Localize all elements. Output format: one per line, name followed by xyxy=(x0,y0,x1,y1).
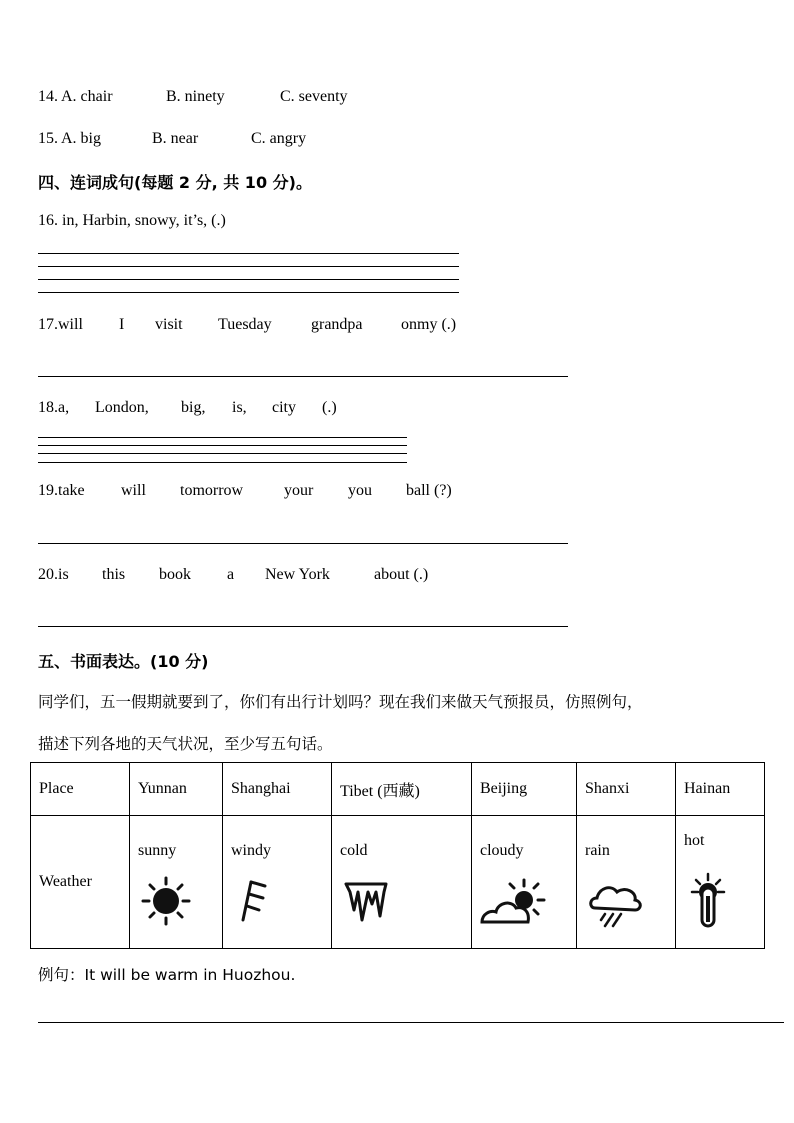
weather-cell xyxy=(332,816,472,949)
section4-title: 四、连词成句(每题 2 分, 共 10 分)。 xyxy=(38,173,312,192)
q19-word: your xyxy=(284,482,314,499)
answer-line xyxy=(38,626,568,627)
q17-word: onmy (.) xyxy=(401,316,457,333)
q19-word: ball (?) xyxy=(406,482,452,499)
q17-words xyxy=(0,316,794,338)
answer-line xyxy=(38,462,407,463)
weather-label: windy xyxy=(231,842,271,859)
q18-words xyxy=(0,399,794,421)
rain-cloud-icon xyxy=(587,878,643,928)
q20-word: this xyxy=(102,566,126,583)
q20-words xyxy=(0,566,794,588)
weather-label: sunny xyxy=(138,842,177,859)
weather-cell xyxy=(577,816,676,949)
q14-number: 14. xyxy=(38,88,58,105)
weather-cell xyxy=(130,816,223,949)
q14-option-b: B. ninety xyxy=(166,88,225,105)
q18-word: big, xyxy=(181,399,206,416)
answer-line xyxy=(38,437,407,438)
q16-prompt: 16. in, Harbin, snowy, it’s, (.) xyxy=(38,212,226,229)
place-cell: Beijing xyxy=(472,763,577,816)
weather-cell xyxy=(223,816,332,949)
weather-table xyxy=(30,762,765,949)
answer-line xyxy=(38,445,407,446)
q17-word: visit xyxy=(155,316,183,333)
q18-word: London, xyxy=(95,399,149,416)
answer-line xyxy=(38,253,459,254)
cloud-sun-icon xyxy=(478,876,546,930)
weather-label: hot xyxy=(684,832,705,849)
weather-label: rain xyxy=(585,842,610,859)
q17-word: Tuesday xyxy=(218,316,272,333)
q15-number: 15. xyxy=(38,130,58,147)
q15-option-c: C. angry xyxy=(251,130,307,147)
q18-word: (.) xyxy=(322,399,337,416)
answer-line xyxy=(38,543,568,544)
section5-title: 五、书面表达。(10 分) xyxy=(38,652,209,671)
q20-word: book xyxy=(159,566,191,583)
q14-option-a: A. chair xyxy=(61,88,113,105)
q17-word: 17.will xyxy=(38,316,83,333)
q19-words xyxy=(0,482,794,504)
q19-word: tomorrow xyxy=(180,482,244,499)
q20-word: a xyxy=(227,566,235,583)
thermometer-icon xyxy=(690,872,726,930)
place-cell: Tibet (西藏) xyxy=(332,763,472,816)
place-cell: Shanxi xyxy=(577,763,676,816)
weather-cell xyxy=(676,816,765,949)
wind-icon xyxy=(237,878,277,924)
q19-word: you xyxy=(348,482,372,499)
q20-word: New York xyxy=(265,566,330,583)
sun-icon xyxy=(138,876,194,926)
section5-instructions-1: 同学们，五一假期就要到了，你们有出行计划吗？现在我们来做天气预报员，仿照例句， xyxy=(38,693,643,711)
q20-word: 20.is xyxy=(38,566,69,583)
answer-line xyxy=(38,266,459,267)
answer-line xyxy=(38,376,568,377)
answer-line xyxy=(38,1022,784,1023)
section5-instructions-2: 描述下列各地的天气状况，至少写五句话。 xyxy=(38,735,333,753)
ice-icon xyxy=(344,880,388,922)
place-cell: Hainan xyxy=(676,763,765,816)
answer-line xyxy=(38,279,459,280)
q19-word: 19.take xyxy=(38,482,85,499)
weather-label: cold xyxy=(340,842,368,859)
header-place-label: Place xyxy=(31,763,130,816)
q17-word: grandpa xyxy=(311,316,363,333)
q19-word: will xyxy=(121,482,146,499)
q18-word: 18.a, xyxy=(38,399,70,416)
q15-option-a: A. big xyxy=(61,130,101,147)
weather-cell xyxy=(472,816,577,949)
place-cell: Yunnan xyxy=(130,763,223,816)
place-cell: Shanghai xyxy=(223,763,332,816)
q18-word: is, xyxy=(232,399,247,416)
q14-option-c: C. seventy xyxy=(280,88,348,105)
example-sentence: 例句：It will be warm in Huozhou. xyxy=(38,966,296,984)
q20-word: about (.) xyxy=(374,566,429,583)
q15-option-b: B. near xyxy=(152,130,199,147)
q17-word: I xyxy=(119,316,125,333)
weather-label: cloudy xyxy=(480,842,524,859)
answer-line xyxy=(38,292,459,293)
answer-line xyxy=(38,453,407,454)
q18-word: city xyxy=(272,399,296,416)
weather-row-label: Weather xyxy=(31,816,130,949)
